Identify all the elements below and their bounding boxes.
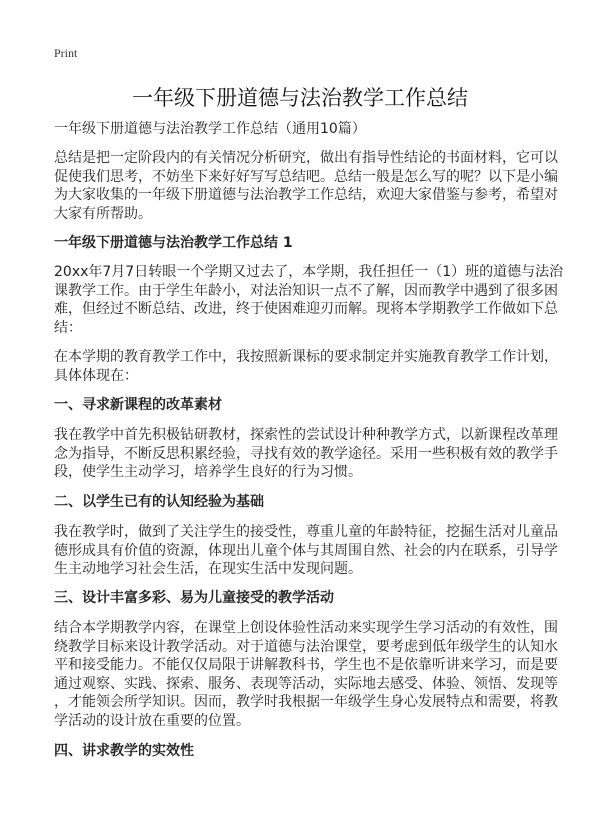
paragraph: 20xx年7月7日转眼一个学期又过去了，本学期，我任担任一（1）班的道德与法治 课教学工作。由于学生年龄小，对法治知识一点不了解，因而教学中遇到了很多困 难，但经过不断总结、改进，终于使困难迎刃而解。现将本学期教学工作做如下总 结： xyxy=(54,264,564,336)
paragraph: 在本学期的教育教学工作中，我按照新课标的要求制定并实施教育教学工作计划， 具体体现在： xyxy=(54,349,558,384)
subheading: 一、寻求新课程的改革素材 xyxy=(54,397,222,413)
paragraph: 我在教学时，做到了关注学生的接受性，尊重儿童的年龄特征，挖掘生活对儿童品 德形成具有价值的资源，体现出儿童个体与其周围自然、社会的内在联系，引导学 生主动地学习社会生活，在现实生活中发现问题。 xyxy=(54,524,558,578)
subheading: 二、以学生已有的认知经验为基础 xyxy=(54,494,264,510)
print-link[interactable]: Print xyxy=(54,46,78,60)
page-title: 一年级下册道德与法治教学工作总结 xyxy=(132,86,468,110)
subheading: 三、设计丰富多彩、易为儿童接受的教学活动 xyxy=(54,590,334,606)
subtitle: 一年级下册道德与法治教学工作总结（通用10篇） xyxy=(54,121,366,137)
intro-paragraph: 总结是把一定阶段内的有关情况分析研究，做出有指导性结论的书面材料，它可以 促使我们思考，不妨坐下来好好写写总结吧。总结一般是怎么写的呢？以下是小编 为大家收集的一年级下册道德与法治教学工作总结，欢迎大家借鉴与参考，希望对 大家有所帮助。 xyxy=(54,150,558,222)
paragraph: 我在教学中首先积极钻研教材，探索性的尝试设计种种教学方式，以新课程改革理 念为指导，不断反思积累经验，寻找有效的教学途径。采用一些积极有效的教学手 段，使学生主动学习，培养学生良好的行为习惯。 xyxy=(54,427,558,481)
paragraph: 结合本学期教学内容，在课堂上创设体验性活动来实现学生学习活动的有效性，围 绕教学目标来设计教学活动。对于道德与法治课堂，要考虑到低年级学生的认知水 平和接受能力。不能仅仅局限于讲解教科书，学生也不是依靠听讲来学习，而是要 通过观察、实践、探索、服务、表现等活动，实际地去感受、体验、领悟、发现等 ，才能领会所学知识。因而，教学时我根据一年级学生身心发展特点和需要，将教 学活动的设计放在重要的位置。 xyxy=(54,620,558,729)
subheading: 四、讲求教学的实效性 xyxy=(54,743,194,759)
section-heading: 一年级下册道德与法治教学工作总结 1 xyxy=(54,235,293,251)
